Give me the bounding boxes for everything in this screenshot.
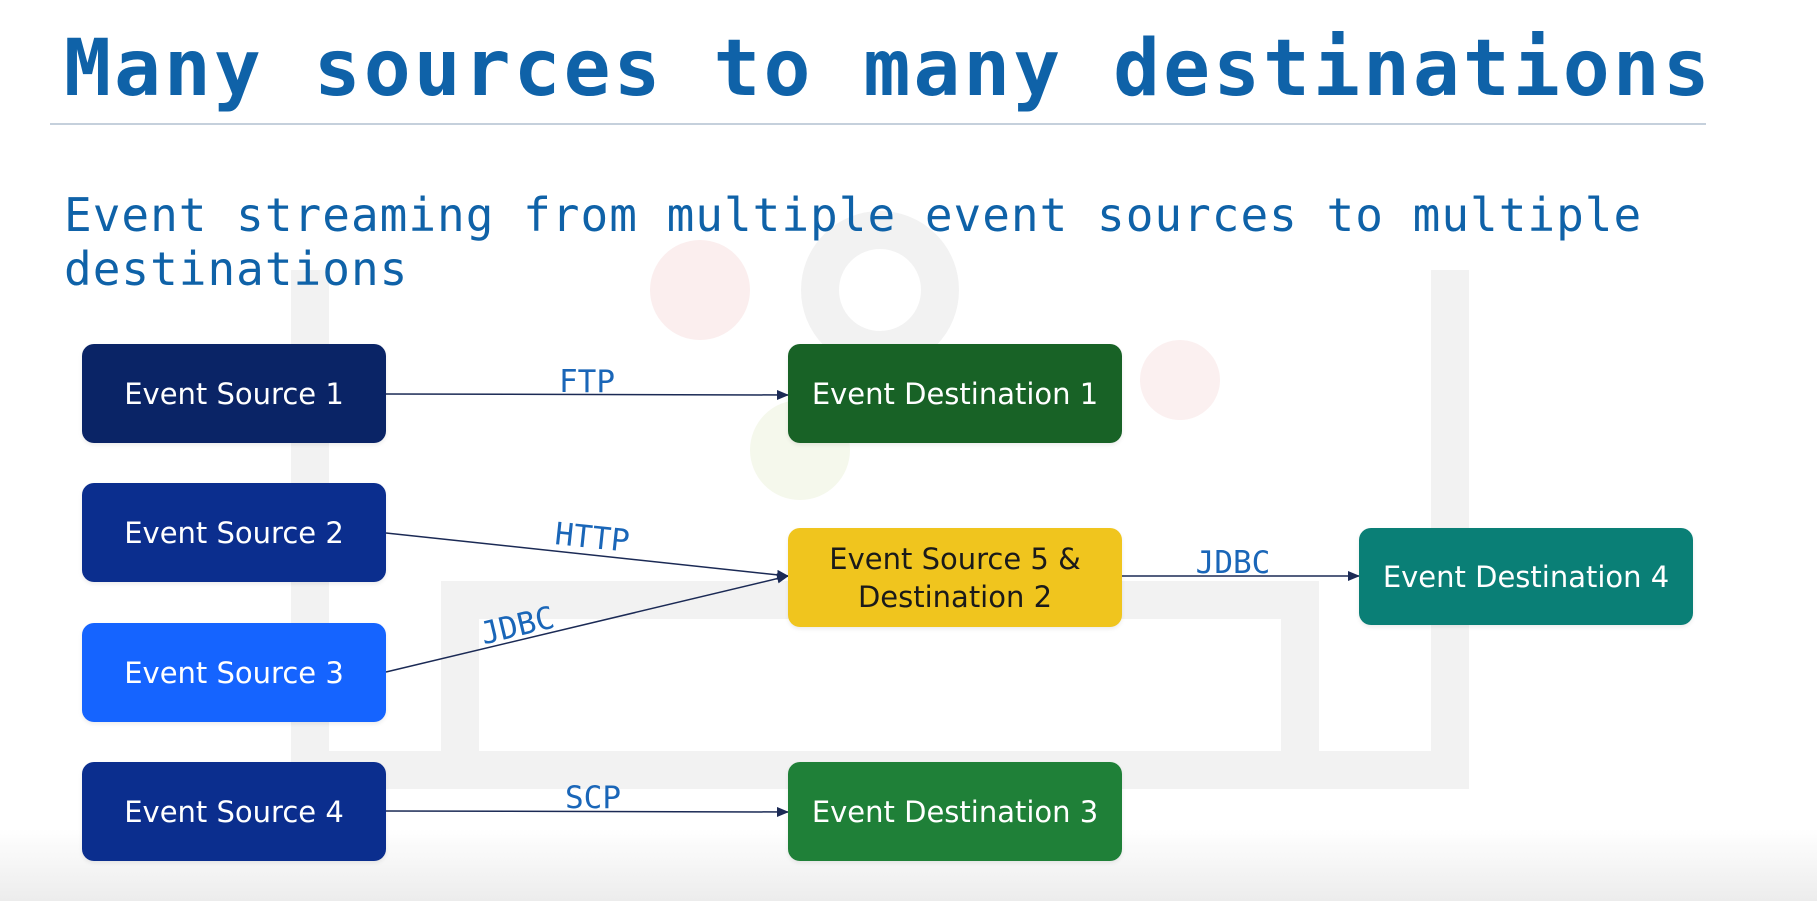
event-source-1-box <box>82 344 386 443</box>
protocol-label-scp: SCP <box>565 780 621 816</box>
event-source-4-box <box>82 762 386 861</box>
event-source-3-label: Event Source 3 <box>124 655 344 690</box>
slide-title: Many sources to many destinations <box>64 24 1713 114</box>
event-destination-1-box <box>788 344 1122 443</box>
event-destination-4-label: Event Destination 4 <box>1382 559 1670 594</box>
event-source-5-label-line1: Event Source 5 & <box>829 541 1081 576</box>
event-source-3-box <box>82 623 386 722</box>
event-source-1-label: Event Source 1 <box>124 376 344 411</box>
protocol-label-ftp: FTP <box>559 364 615 400</box>
event-source-4-label: Event Source 4 <box>124 794 344 829</box>
event-destination-3-label: Event Destination 3 <box>811 794 1099 829</box>
slide-subtitle: Event streaming from multiple event sources to multiple destinations <box>64 188 1643 296</box>
event-destination-1-label: Event Destination 1 <box>811 376 1099 411</box>
arrow-source3-to-destination2 <box>386 576 788 672</box>
protocol-label-jdbc-destination4: JDBC <box>1195 545 1271 581</box>
destination-2-label-line2: Destination 2 <box>857 579 1053 614</box>
event-source-2-label: Event Source 2 <box>124 515 344 550</box>
protocol-label-http: HTTP <box>553 516 632 560</box>
event-destination-4-box <box>1359 528 1693 625</box>
event-source-5-destination-2-label <box>829 540 1080 616</box>
event-destination-3-box <box>788 762 1122 861</box>
protocol-label-jdbc-source3: JDBC <box>477 599 559 653</box>
event-source-5-destination-2-box <box>788 528 1122 627</box>
event-source-2-box <box>82 483 386 582</box>
